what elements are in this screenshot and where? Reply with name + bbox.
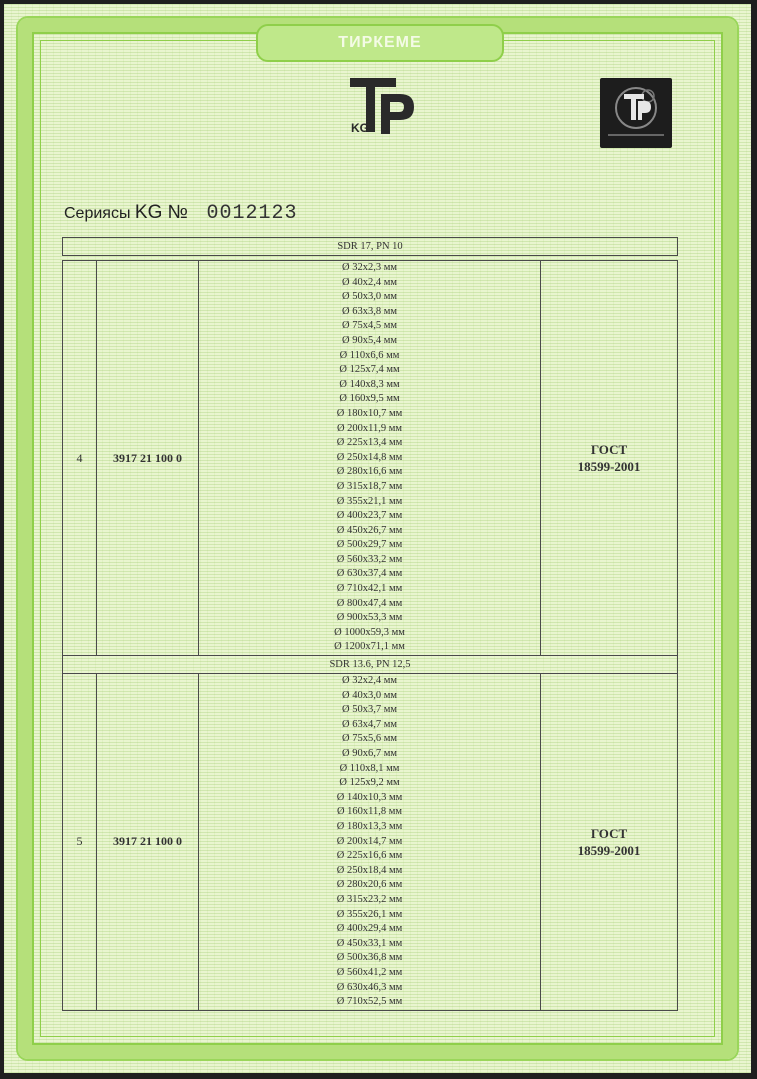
logo-letters: KG (351, 121, 369, 135)
serial-label: Сериясы (64, 205, 131, 222)
size-item: Ø 630х37,4 мм (336, 568, 403, 580)
size-item: Ø 32х2,3 мм (342, 262, 397, 273)
standard-cell (541, 261, 678, 656)
size-item: Ø 250х14,8 мм (336, 451, 403, 463)
size-item: Ø 1200х71,1 мм (334, 641, 405, 653)
size-item: Ø 75х5,6 мм (342, 733, 397, 745)
size-item: Ø 110х8,1 мм (339, 762, 400, 774)
size-item: Ø 200х14,7 мм (336, 835, 403, 847)
size-item: Ø 400х23,7 мм (336, 510, 403, 522)
size-item: Ø 90х5,4 мм (342, 334, 397, 346)
size-item: Ø 710х52,5 мм (336, 996, 403, 1008)
size-item: Ø 125х7,4 мм (339, 364, 400, 376)
section-header: SDR 17, PN 10 (63, 238, 678, 256)
size-list (199, 261, 541, 656)
size-item: Ø 900х53,3 мм (336, 612, 403, 624)
standard-cell (541, 674, 678, 1011)
size-item: Ø 400х29,4 мм (336, 923, 403, 935)
standard-number: 18599-2001 (577, 459, 641, 475)
product-code: 3917 21 100 0 (97, 261, 199, 656)
standard-name: ГОСТ (590, 825, 628, 841)
size-item: Ø 50х3,0 мм (342, 291, 397, 303)
size-item: Ø 63х3,8 мм (342, 305, 397, 317)
size-item: Ø 225х16,6 мм (336, 850, 403, 862)
standard-name: ГОСТ (590, 442, 628, 458)
tr-kg-logo (348, 76, 418, 138)
size-item: Ø 280х20,6 мм (336, 879, 403, 891)
table-row (63, 674, 678, 1011)
section-header: SDR 13.6, PN 12,5 (63, 656, 678, 674)
document-title: ТИРКЕМЕ (338, 34, 422, 51)
serial-number-line (64, 202, 298, 225)
row-number: 5 (63, 674, 97, 1011)
size-item: Ø 90х6,7 мм (342, 748, 397, 759)
size-item: Ø 250х18,4 мм (336, 864, 403, 876)
size-item: Ø 500х36,8 мм (336, 952, 403, 964)
size-item: Ø 315х23,2 мм (336, 893, 403, 905)
size-item: Ø 800х47,4 мм (336, 597, 403, 609)
size-item: Ø 560х33,2 мм (336, 553, 403, 565)
size-item: Ø 450х33,1 мм (336, 937, 403, 949)
table-row (63, 261, 678, 656)
size-item: Ø 315х18,7 мм (336, 480, 403, 492)
size-item: Ø 110х6,6 мм (339, 349, 400, 361)
size-item: Ø 160х9,5 мм (339, 393, 400, 405)
serial-number: 0012123 (206, 202, 298, 225)
product-code: 3917 21 100 0 (97, 674, 199, 1011)
size-item: Ø 225х13,4 мм (336, 437, 403, 449)
size-item: Ø 355х21,1 мм (336, 495, 403, 507)
specification-table (62, 237, 678, 1011)
size-item: Ø 40х2,4 мм (342, 276, 397, 288)
size-item: Ø 710х42,1 мм (336, 583, 403, 595)
size-item: Ø 75х4,5 мм (342, 320, 397, 332)
size-item: Ø 280х16,6 мм (336, 466, 403, 478)
size-item: Ø 560х41,2 мм (336, 966, 403, 978)
size-item: Ø 140х10,3 мм (336, 791, 403, 803)
row-number: 4 (63, 261, 97, 656)
size-item: Ø 125х9,2 мм (339, 777, 400, 789)
size-item: Ø 630х46,3 мм (336, 981, 403, 993)
certification-badge-icon (600, 78, 672, 148)
size-item: Ø 140х8,3 мм (339, 378, 400, 390)
size-item: Ø 40х3,0 мм (342, 689, 397, 701)
size-item: Ø 355х26,1 мм (336, 908, 403, 920)
size-item: Ø 450х26,7 мм (336, 524, 403, 536)
size-item: Ø 180х13,3 мм (336, 820, 403, 832)
size-item: Ø 180х10,7 мм (336, 407, 403, 419)
size-item: Ø 63х4,7 мм (342, 718, 397, 730)
size-item: Ø 500х29,7 мм (336, 539, 403, 551)
size-item: Ø 50х3,7 мм (342, 704, 397, 716)
standard-number: 18599-2001 (577, 842, 641, 858)
size-item: Ø 1000х59,3 мм (334, 626, 405, 638)
size-item: Ø 200х11,9 мм (336, 422, 403, 434)
document-title-tab (256, 24, 504, 62)
serial-label-kg: KG № (134, 202, 189, 223)
size-list (199, 674, 541, 1011)
size-item: Ø 32х2,4 мм (342, 675, 397, 687)
size-item: Ø 160х11,8 мм (336, 806, 403, 818)
